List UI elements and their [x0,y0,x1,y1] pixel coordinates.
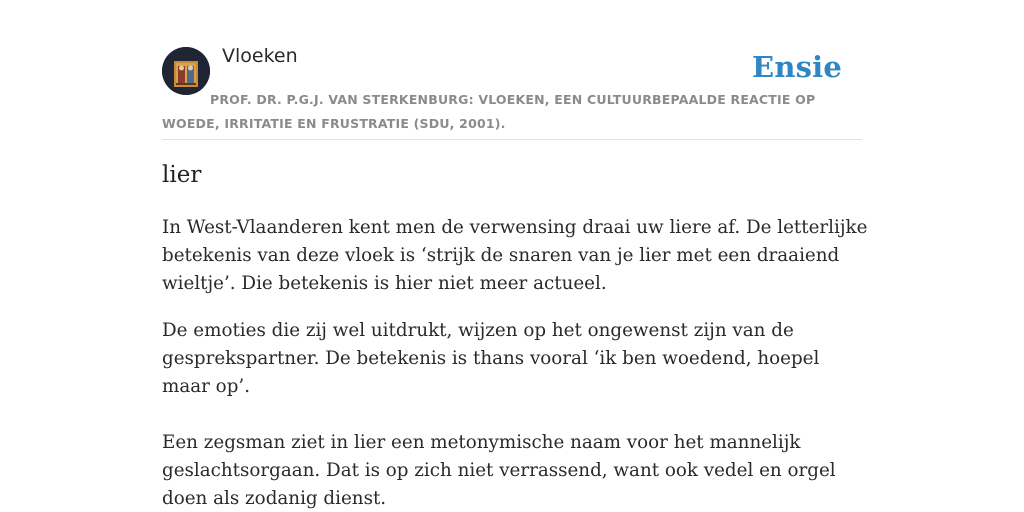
entry-paragraph: Een zegsman ziet in lier een metonymische naam voor het mannelijk geslachtsorgaan. Dat is op zich niet verrassend, want ook vedel en orgel doen als zodanig dienst. [162,432,836,509]
entry-paragraph: In West-Vlaanderen kent men de verwensing draai uw liere af. De letterlijke betekenis van deze vloek is ‘strijk de snaren van je lier met een draaiend wieltje’. Die betekenis is hier niet meer actueel. [162,217,868,294]
source-citation: PROF. DR. P.G.J. VAN STERKENBURG: VLOEKEN, EEN CULTUURBEPAALDE REACTIE OP WOEDE, IRRITATIE EN FRUSTRATIE (SDU, 2001). [162,92,816,131]
entry-paragraph: De emoties die zij wel uitdrukt, wijzen op het ongewenst zijn van de gesprekspartner. De betekenis is thans vooral ‘ik ben woedend, hoepel maar op’. [162,320,820,397]
brand-logo[interactable]: Ensie [752,50,842,84]
entry-body [162,214,872,512]
publication-name[interactable]: Vloeken [222,45,298,67]
header-divider [162,139,862,140]
entry-title: lier [162,162,202,188]
